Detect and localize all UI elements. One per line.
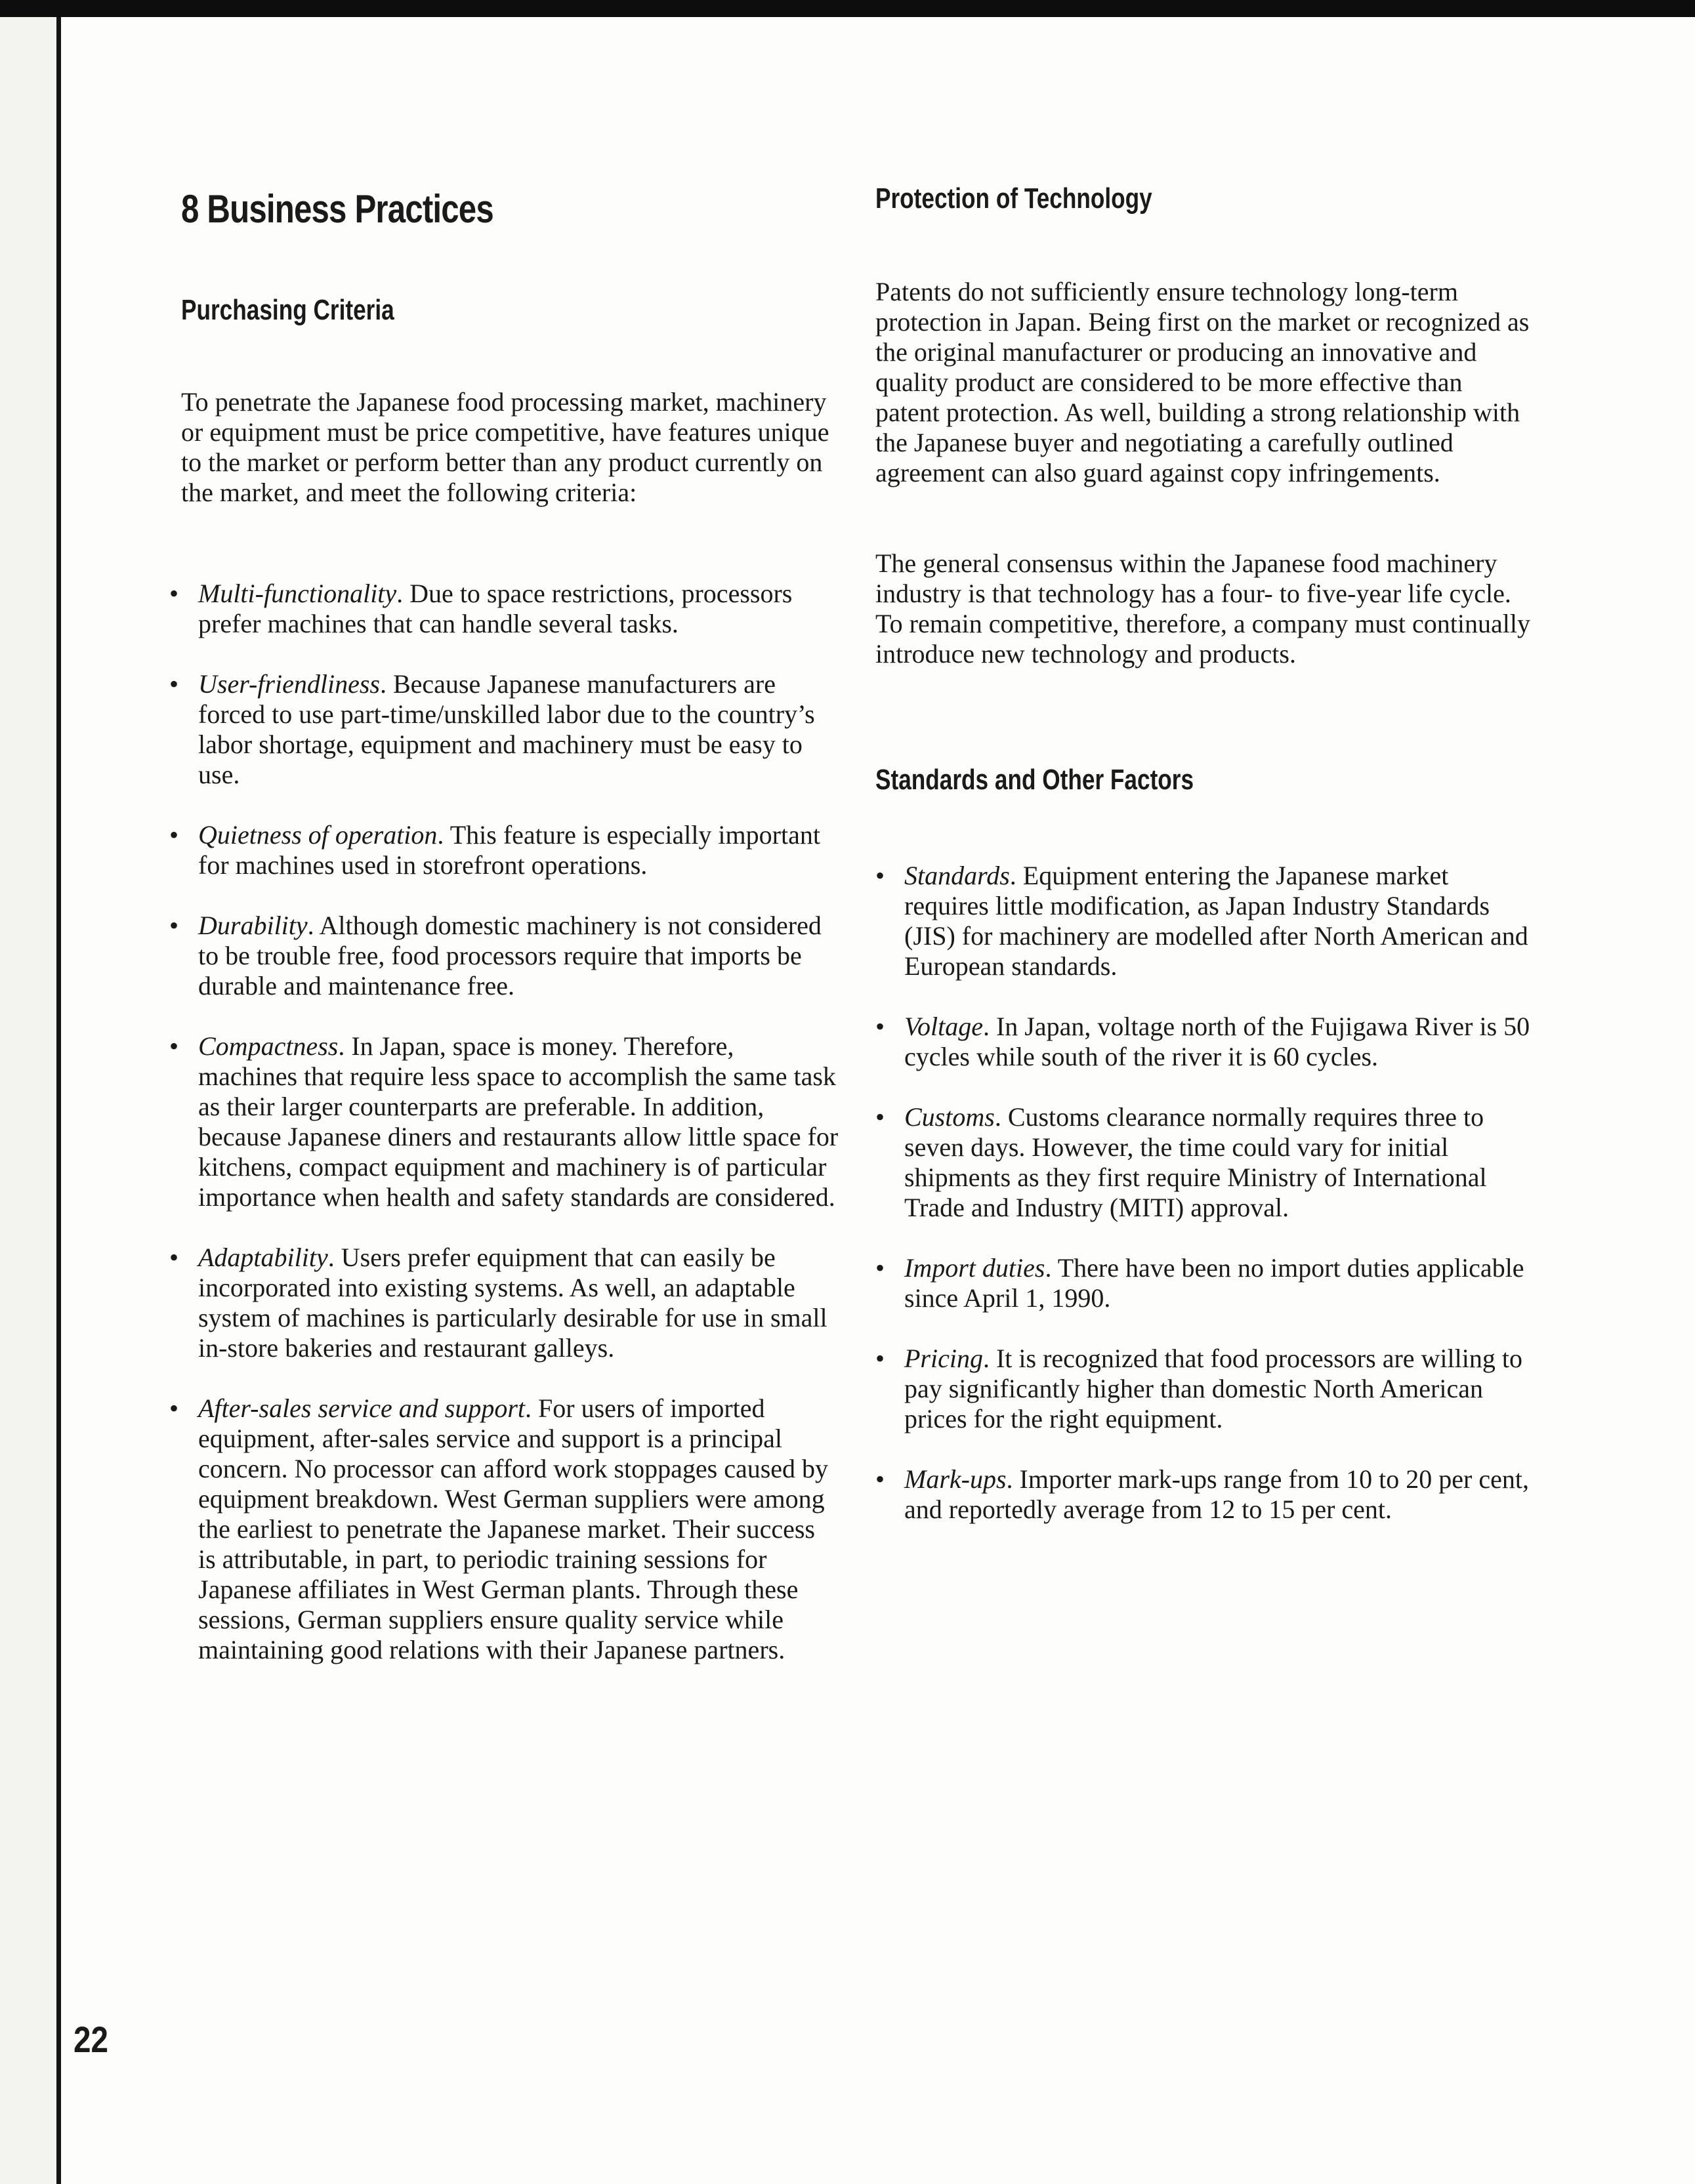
factor-term: Customs	[904, 1102, 995, 1132]
factor-text: . Customs clearance normally requires three to seven days. However, the time could vary for initial shipments as they first require Ministry of International Trade and Industry (MITI) approval.	[904, 1102, 1487, 1222]
list-item	[875, 861, 1532, 981]
factor-term: Voltage	[904, 1012, 983, 1041]
bullet-icon: •	[875, 1344, 885, 1373]
bullet-icon: •	[875, 1012, 885, 1041]
list-item	[875, 1012, 1532, 1072]
list-item	[875, 1344, 1532, 1434]
list-item	[875, 1464, 1532, 1525]
list-item	[169, 820, 839, 880]
factor-text: . It is recognized that food processors are willing to pay significantly higher than domestic North American prices for the right equipment.	[904, 1344, 1522, 1433]
purchasing-criteria-list	[169, 579, 839, 1665]
criterion-term: Quietness of operation	[198, 820, 438, 850]
bullet-icon: •	[169, 820, 179, 850]
factor-term: Standards	[904, 861, 1010, 890]
factor-term: Pricing	[904, 1344, 983, 1373]
bullet-icon: •	[875, 861, 885, 890]
criterion-term: User-friendliness	[198, 669, 380, 699]
list-item	[169, 911, 839, 1001]
criterion-text: . Because Japanese manufacturers are forced to use part-time/unskilled labor due to the country’s labor shortage, equipment and machinery must be easy to use.	[198, 669, 815, 789]
consensus-paragraph: The general consensus within the Japanese food machinery industry is that technology has a four- to five-year life cycle. To remain competitive, therefore, a company must continually introduce new technology and products.	[875, 548, 1530, 669]
page-number: 22	[73, 2019, 108, 2060]
bullet-icon: •	[169, 669, 179, 699]
list-item	[875, 1253, 1532, 1313]
bullet-icon: •	[169, 1393, 179, 1423]
factor-term: Import duties	[904, 1253, 1045, 1283]
bullet-icon: •	[169, 1243, 179, 1272]
patents-paragraph: Patents do not sufficiently ensure technology long-term protection in Japan. Being first on the market or recognized as the original manufacturer or producing an innovative and quality product are considered to be more effective than patent protection. As well, building a strong relationship with the Japanese buyer and negotiating a carefully outlined agreement can also guard against copy infringements.	[875, 277, 1530, 487]
criterion-text: . Due to space restrictions, processors prefer machines that can handle several tasks.	[198, 579, 793, 638]
factor-text: . In Japan, voltage north of the Fujigawa River is 50 cycles while south of the river it is 60 cycles.	[904, 1012, 1530, 1071]
heading-purchasing-criteria: Purchasing Criteria	[181, 294, 394, 326]
intro-paragraph: To penetrate the Japanese food processing market, machinery or equipment must be price competitive, have features unique to the market or perform better than any product currently on the market, and meet the following criteria:	[181, 387, 829, 507]
list-item	[169, 579, 839, 639]
criterion-text: . For users of imported equipment, after-sales service and support is a principal concern. No processor can afford work stoppages caused by equipment breakdown. West German suppliers were among the earliest to penetrate the Japanese market. Their success is attributable, in part, to periodic training sessions for Japanese affiliates in West German plants. Through these sessions, German suppliers ensure quality service while maintaining good relations with their Japanese partners.	[198, 1393, 829, 1664]
scan-top-border	[0, 0, 1695, 17]
list-item	[169, 1243, 839, 1363]
criterion-term: Compactness	[198, 1031, 339, 1061]
criterion-text: . This feature is especially important for machines used in storefront operations.	[198, 820, 820, 880]
standards-factors-list	[875, 861, 1532, 1525]
heading-standards-other-factors: Standards and Other Factors	[875, 764, 1194, 796]
scan-left-margin	[0, 17, 56, 2184]
criterion-term: Adaptability	[198, 1243, 328, 1272]
criterion-text: . In Japan, space is money. Therefore, machines that require less space to accomplish the same task as their larger counterparts are preferable. In addition, because Japanese diners and restaurants allow little space for kitchens, compact equipment and machinery is of particular importance when health and safety standards are considered.	[198, 1031, 839, 1212]
list-item	[169, 1393, 839, 1665]
factor-text: . Importer mark-ups range from 10 to 20 per cent, and reportedly average from 12 to 15 per cent.	[904, 1464, 1529, 1524]
chapter-title: 8 Business Practices	[181, 187, 493, 231]
scan-left-border	[56, 17, 61, 2184]
criterion-text: . Users prefer equipment that can easily be incorporated into existing systems. As well, an adaptable system of machines is particularly desirable for use in small in-store bakeries and restaurant galleys.	[198, 1243, 827, 1363]
bullet-icon: •	[875, 1253, 885, 1283]
bullet-icon: •	[169, 579, 179, 608]
criterion-text: . Although domestic machinery is not considered to be trouble free, food processors require that imports be durable and maintenance free.	[198, 911, 822, 1000]
bullet-icon: •	[875, 1464, 885, 1494]
bullet-icon: •	[875, 1102, 885, 1132]
bullet-icon: •	[169, 1031, 179, 1061]
list-item	[875, 1102, 1532, 1223]
list-item	[169, 1031, 839, 1212]
heading-protection-of-technology: Protection of Technology	[875, 182, 1152, 215]
factor-text: . Equipment entering the Japanese market requires little modification, as Japan Industry Standards (JIS) for machinery are modelled after North American and European standards.	[904, 861, 1528, 981]
criterion-term: Multi-functionality	[198, 579, 397, 608]
factor-text: . There have been no import duties applicable since April 1, 1990.	[904, 1253, 1524, 1313]
bullet-icon: •	[169, 911, 179, 940]
criterion-term: After-sales service and support	[198, 1393, 526, 1423]
criterion-term: Durability	[198, 911, 308, 940]
list-item	[169, 669, 839, 790]
factor-term: Mark-ups	[904, 1464, 1007, 1494]
